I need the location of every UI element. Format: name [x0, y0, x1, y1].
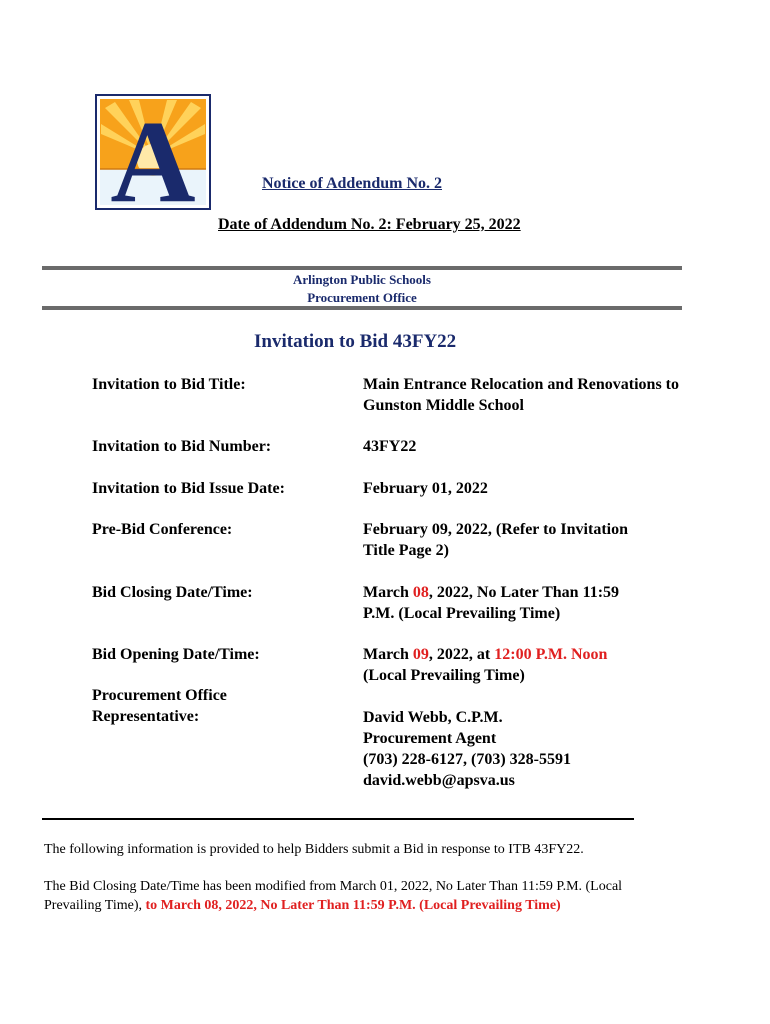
- addendum-date: Date of Addendum No. 2: February 25, 2022: [218, 216, 521, 233]
- title-line-1: Main Entrance Relocation and Renovations to: [363, 376, 679, 393]
- prebid-line-2: Title Page 2): [363, 542, 449, 559]
- info-paragraph: The following information is provided to help Bidders submit a Bid in response to ITB 43FY22.: [44, 842, 584, 857]
- change-line-1: The Bid Closing Date/Time has been modified from March 01, 2022, No Later Than 11:59 P.M. (Local: [44, 879, 623, 894]
- field-label-closing: Bid Closing Date/Time:: [92, 584, 253, 601]
- field-label-rep: [92, 685, 227, 727]
- field-value-opening: [363, 644, 733, 686]
- field-value-number: 43FY22: [363, 438, 417, 455]
- change-line-2-highlight: to March 08, 2022, No Later Than 11:59 P.M. (Local Prevailing Time): [145, 898, 561, 913]
- closing-month: March: [363, 584, 413, 601]
- title-line-2: Gunston Middle School: [363, 397, 524, 414]
- opening-line-1: [363, 644, 733, 665]
- field-value-closing: [363, 582, 733, 624]
- top-rule: [42, 266, 682, 270]
- closing-change-paragraph: [44, 877, 734, 915]
- field-label-opening: Bid Opening Date/Time:: [92, 646, 260, 663]
- opening-line-2: (Local Prevailing Time): [363, 667, 525, 684]
- rep-title: Procurement Agent: [363, 730, 497, 747]
- closing-rest: , 2022, No Later Than 11:59: [428, 584, 620, 601]
- org-office: Procurement Office: [307, 290, 417, 305]
- field-value-title: [363, 374, 733, 416]
- sunburst-a-icon: [95, 94, 211, 210]
- rep-name: David Webb, C.P.M.: [363, 709, 503, 726]
- opening-month: March: [363, 646, 413, 663]
- closing-day: 08: [412, 584, 429, 601]
- notice-title: Notice of Addendum No. 2: [262, 175, 443, 192]
- field-label-issue-date: Invitation to Bid Issue Date:: [92, 480, 285, 497]
- svg-text:A: A: [110, 96, 196, 210]
- field-label-number: Invitation to Bid Number:: [92, 438, 272, 455]
- rep-label-line-1: Procurement Office: [92, 687, 227, 704]
- aps-logo: [95, 94, 211, 210]
- field-value-prebid: [363, 519, 733, 561]
- section-divider: [42, 818, 634, 820]
- change-line-2-start: Prevailing Time),: [44, 898, 146, 913]
- change-line-2: [44, 896, 734, 915]
- org-name: Arlington Public Schools: [293, 272, 431, 287]
- opening-mid: , 2022, at: [428, 646, 495, 663]
- field-value-issue-date: February 01, 2022: [363, 480, 488, 497]
- opening-time: 12:00 P.M. Noon: [494, 646, 608, 663]
- closing-line-1: [363, 582, 733, 603]
- opening-day: 09: [412, 646, 429, 663]
- closing-line-2: P.M. (Local Prevailing Time): [363, 605, 561, 622]
- bottom-rule: [42, 306, 682, 310]
- prebid-line-1: February 09, 2022, (Refer to Invitation: [363, 521, 628, 538]
- rep-phones: (703) 228-6127, (703) 328-5591: [363, 751, 571, 768]
- rep-email: david.webb@apsva.us: [363, 772, 515, 789]
- rep-label-line-2: Representative:: [92, 708, 200, 725]
- field-label-title: Invitation to Bid Title:: [92, 376, 246, 393]
- field-label-prebid: Pre-Bid Conference:: [92, 521, 233, 538]
- page-title: Invitation to Bid 43FY22: [254, 331, 457, 352]
- field-value-rep: [363, 707, 733, 791]
